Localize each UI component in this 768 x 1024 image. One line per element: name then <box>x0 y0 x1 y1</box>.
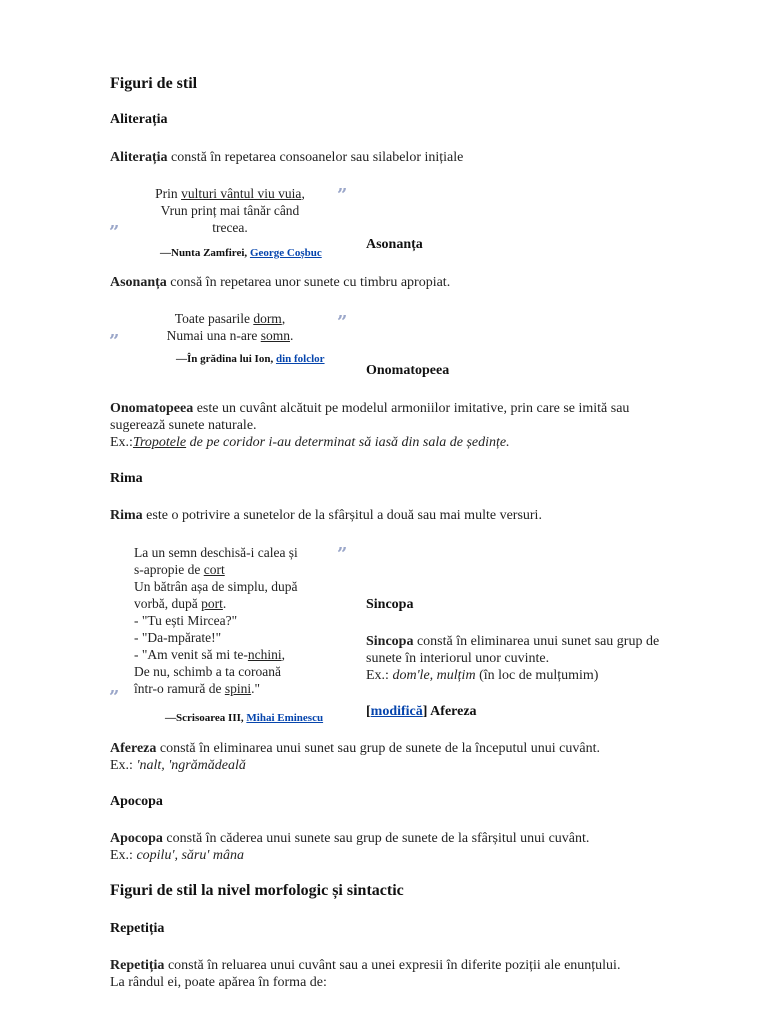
author-link[interactable]: Mihai Eminescu <box>246 712 324 724</box>
heading-morfologic-sintactic: Figuri de stil la nivel morfologic și sintactic <box>110 882 404 899</box>
quote-open-icon: ” <box>337 185 348 206</box>
poem-line: - "Da-mpărate!" <box>134 630 222 645</box>
citation-rima <box>165 712 323 724</box>
poem-text: - "Am venit să mi te- <box>134 647 248 662</box>
citation-asonanta <box>176 353 325 365</box>
heading-onomatopeea: Onomatopeea <box>366 363 450 378</box>
poem-line: Un bătrân așa de simplu, după <box>134 579 298 594</box>
poem-text: s-apropie de <box>134 562 204 577</box>
poem-text: într-o ramură de <box>134 681 225 696</box>
citation-work: —În grădina lui Ion, <box>176 353 276 365</box>
poem-text: . <box>222 596 227 611</box>
definition-text: constă în reluarea unui cuvânt sau a unei expresii în diferite poziții ale enunțului. <box>164 958 621 973</box>
definition-text: sunete în interiorul unor cuvinte. <box>366 651 550 666</box>
poem-underlined: somn <box>260 328 290 343</box>
poem-underlined: nchini <box>247 647 282 662</box>
poem-line <box>134 561 334 578</box>
poem-text: , <box>301 186 305 201</box>
poem-line: Vrun prinț mai tânăr când <box>160 203 300 218</box>
example-text: dom'le, mulțim <box>388 668 476 683</box>
heading-text: Afereza <box>427 704 477 719</box>
term-onomatopeea: Onomatopeea <box>110 401 194 416</box>
poem-text: . <box>289 328 294 343</box>
edit-bracket: ] <box>422 704 428 719</box>
poem-text: Numai una n-are <box>166 328 261 343</box>
heading-sincopa: Sincopa <box>366 597 414 612</box>
definition-text: este un cuvânt alcătuit pe modelul armoniilor imitative, prin care se imită sau <box>193 401 630 416</box>
paragraph-afereza <box>110 740 600 774</box>
example-label: Ex.: <box>366 668 389 683</box>
poem-underlined: port <box>201 596 223 611</box>
poem-underlined: cort <box>203 562 225 577</box>
poem-text: Toate pasarile <box>174 311 254 326</box>
citation-work: —Scrisoarea III, <box>165 712 247 724</box>
poem-line <box>130 185 330 202</box>
definition-text: constă în eliminarea unui sunet sau grup de sunete de la începutul unui cuvânt. <box>156 741 600 756</box>
heading-aliteratia: Aliterația <box>110 112 168 127</box>
term-apocopa: Apocopa <box>110 831 163 846</box>
edit-bracket: [ <box>366 704 371 719</box>
definition-text: consă în repetarea unor sunete cu timbru apropiat. <box>166 275 451 290</box>
paragraph-repetitia <box>110 957 620 991</box>
term-asonanta: Asonanța <box>110 275 167 290</box>
author-link[interactable]: George Coșbuc <box>249 247 322 259</box>
poem-text: ." <box>251 681 260 696</box>
poem-line: - "Tu ești Mircea?" <box>134 613 238 628</box>
term-repetitia: Repetiția <box>110 958 165 973</box>
term-afereza: Afereza <box>110 741 157 756</box>
term-sincopa: Sincopa <box>366 634 414 649</box>
definition-text: constă în repetarea consoanelor sau silabelor inițiale <box>167 150 464 165</box>
example-text: 'nalt, 'ngrămădeală <box>132 758 246 773</box>
poem-line: trecea. <box>212 220 248 235</box>
paragraph-onomatopeea <box>110 400 629 451</box>
heading-afereza <box>366 704 477 720</box>
quote-open-icon: ” <box>337 544 348 565</box>
term-aliteratia: Aliterația <box>110 150 168 165</box>
poem-line <box>130 327 330 344</box>
quote-open-icon: ” <box>337 312 348 333</box>
heading-repetitia: Repetiția <box>110 921 165 936</box>
example-label: Ex.: <box>110 435 133 450</box>
poem-text: vorbă, după <box>134 596 202 611</box>
poem-line <box>134 595 334 612</box>
example-text: de pe coridor i-au determinat să iasă din sala de ședințe. <box>186 435 510 450</box>
paragraph-rima <box>110 507 542 524</box>
paragraph-asonanta <box>110 274 450 291</box>
example-text: copilu', săru' mâna <box>132 848 244 863</box>
poem-line: La un semn deschisă-i calea și <box>134 545 298 560</box>
definition-text: constă în căderea unui sunete sau grup de sunete de la sfârșitul unui cuvânt. <box>162 831 590 846</box>
poem-underlined: spini <box>224 681 252 696</box>
poem-text: , <box>281 311 286 326</box>
term-rima: Rima <box>110 508 143 523</box>
example-underlined: Tropotele <box>132 435 187 450</box>
heading-apocopa: Apocopa <box>110 794 163 809</box>
quote-close-icon: ” <box>109 331 120 352</box>
paragraph-sincopa <box>366 633 659 684</box>
heading-asonanta: Asonanța <box>366 237 423 252</box>
source-link[interactable]: din folclor <box>275 353 325 365</box>
poem-text: Prin <box>155 186 182 201</box>
example-label: Ex.: <box>110 758 133 773</box>
poem-line: De nu, schimb a ta coroană <box>134 664 281 679</box>
poem-aliteratia <box>130 185 330 236</box>
definition-text: este o potrivire a sunetelor de la sfârșitul a două sau mai multe versuri. <box>142 508 542 523</box>
heading-rima: Rima <box>110 471 143 486</box>
poem-line <box>130 310 330 327</box>
poem-line <box>134 646 334 663</box>
poem-asonanta <box>130 310 330 344</box>
quote-close-icon: ” <box>109 222 120 243</box>
definition-text: sugerează sunete naturale. <box>110 418 257 433</box>
poem-text: , <box>281 647 285 662</box>
poem-line <box>134 680 334 697</box>
citation-aliteratia <box>160 247 322 259</box>
page-title: Figuri de stil <box>110 75 198 92</box>
paragraph-aliteratia <box>110 149 463 166</box>
poem-underlined: dorm <box>253 311 282 326</box>
paragraph-apocopa <box>110 830 589 864</box>
quote-close-icon: ” <box>109 687 120 708</box>
definition-text: constă în eliminarea unui sunet sau grup de <box>413 634 660 649</box>
citation-work: —Nunta Zamfirei, <box>160 247 250 259</box>
example-note: (în loc de mulțumim) <box>475 668 599 683</box>
poem-underlined: vulturi vântul viu vuia <box>181 186 302 201</box>
example-label: Ex.: <box>110 848 133 863</box>
definition-text: La rândul ei, poate apărea în forma de: <box>110 975 327 990</box>
edit-link[interactable]: modifică <box>370 704 423 719</box>
poem-rima <box>134 544 334 697</box>
